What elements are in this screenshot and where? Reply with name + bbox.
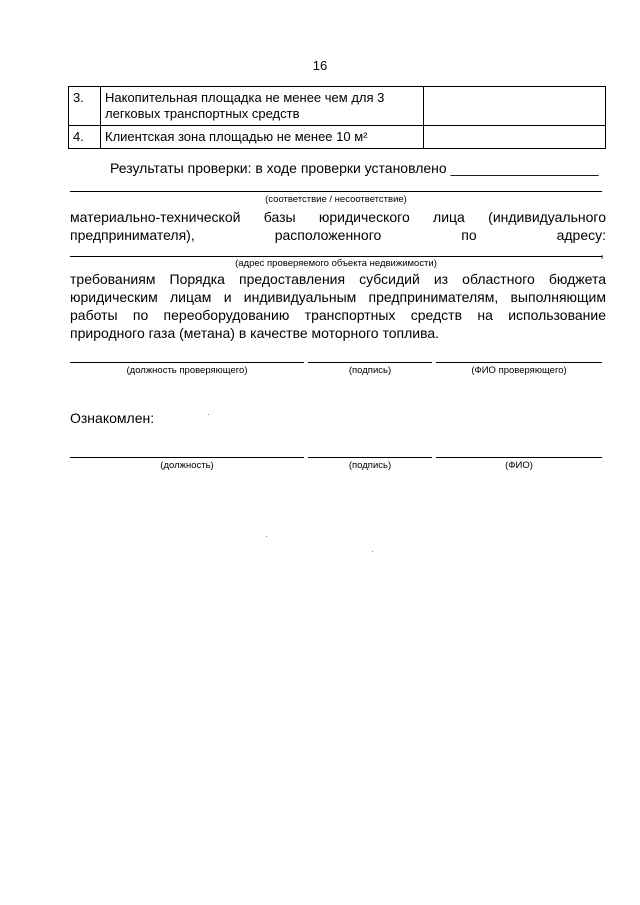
row-description: Клиентская зона площадью не менее 10 м² (101, 126, 424, 149)
conformity-caption: (соответствие / несоответствие) (265, 194, 407, 205)
inspector-signature-line (308, 362, 432, 363)
requirements-line4: природного газа (метана) в качестве моторного топлива. (70, 325, 440, 341)
inspector-position-caption: (должность проверяющего) (126, 365, 248, 376)
table-row (69, 87, 606, 126)
inspector-name-line (436, 362, 602, 363)
page-number: 16 (312, 58, 328, 73)
acquainted-signature-line (308, 457, 432, 458)
acquainted-position-caption: (должность) (160, 460, 214, 471)
row-value-cell (424, 126, 606, 149)
row-description: Накопительная площадка не менее чем для 3 легковых транспортных средств (101, 87, 424, 126)
conformity-blank-line (70, 191, 602, 192)
acquainted-name-caption: (ФИО) (505, 460, 533, 471)
row-number: 3. (69, 87, 101, 126)
address-comma: , (600, 244, 604, 260)
row-value-cell (424, 87, 606, 126)
address-caption: (адрес проверяемого объекта недвижимости) (235, 258, 437, 269)
acquainted-position-line (70, 457, 304, 458)
acquainted-signature-caption: (подпись) (348, 460, 392, 471)
row-number: 4. (69, 126, 101, 149)
inspector-name-caption: (ФИО проверяющего) (471, 365, 567, 376)
inspector-signature-caption: (подпись) (348, 365, 392, 376)
requirements-line1: требованиям Порядка предоставления субсидий из областного бюджета (70, 271, 606, 287)
results-intro: Результаты проверки: в ходе проверки установлено ___________________ (110, 160, 599, 176)
requirements-line3: работы по переоборудованию транспортных средств на использование (70, 307, 606, 323)
scan-speck (266, 536, 267, 537)
criteria-table (68, 86, 606, 149)
table-row (69, 126, 606, 149)
acquainted-name-line (436, 457, 602, 458)
inspector-position-line (70, 362, 304, 363)
scan-speck (372, 551, 373, 552)
scan-speck (208, 414, 209, 415)
acquainted-label: Ознакомлен: (70, 410, 155, 426)
base-description-line2: предпринимателя), расположенного по адресу: (70, 227, 606, 243)
address-blank-line (70, 256, 602, 257)
requirements-line2: юридическим лицам и индивидуальным предпринимателям, выполняющим (70, 289, 606, 305)
base-description-line1: материально-технической базы юридического лица (индивидуального (70, 209, 606, 225)
